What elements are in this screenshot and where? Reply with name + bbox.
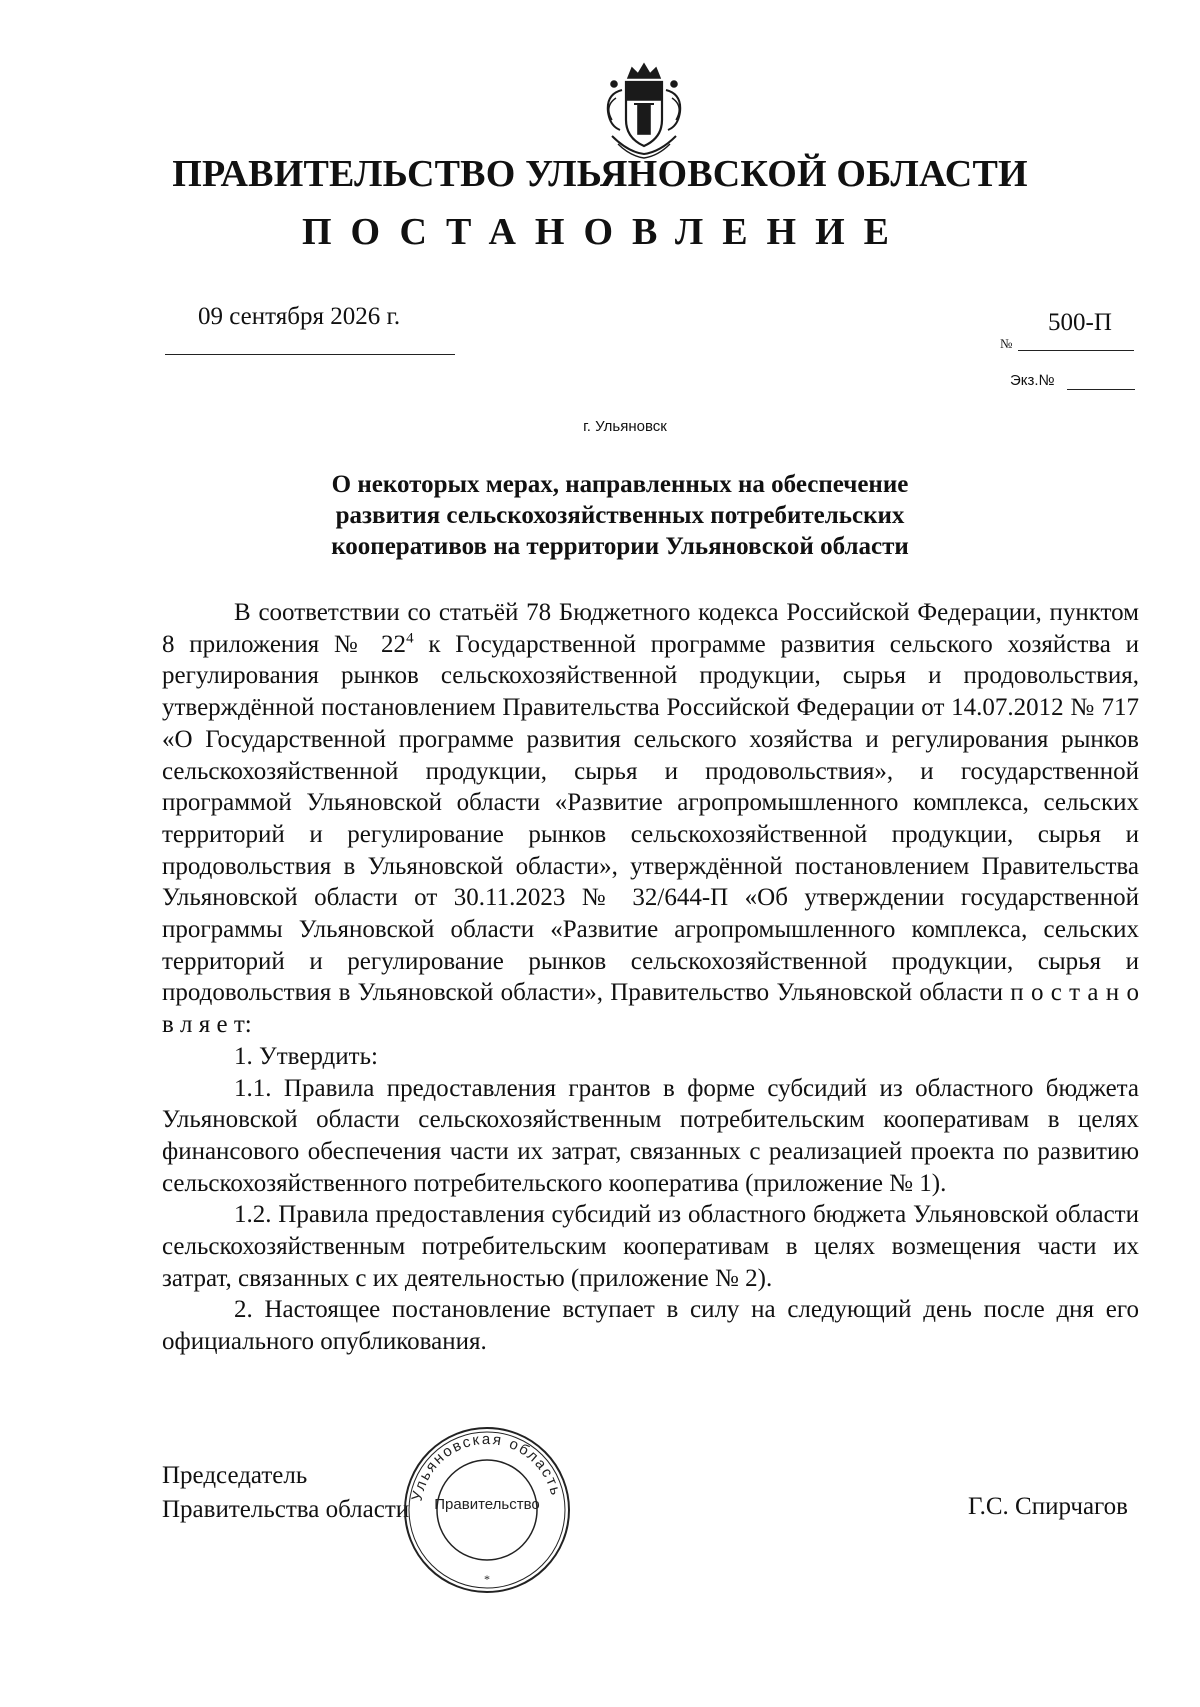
coat-of-arms-icon <box>598 60 690 162</box>
signatory-name: Г.С. Спирчагов <box>968 1493 1128 1520</box>
government-name: ПРАВИТЕЛЬСТВО УЛЬЯНОВСКОЙ ОБЛАСТИ <box>172 153 1028 195</box>
preamble-paragraph <box>162 597 1139 1041</box>
seal-ring-text: Ульяновская область <box>408 1430 565 1503</box>
item-1-2: 1.2. Правила предоставления субсидий из областного бюджета Ульяновской области сельскохозяйственным потребительским кооперативам в целях возмещения части их затрат, связанных с их деятельностью (приложение № 2). <box>162 1201 1139 1292</box>
heading-line: развития сельскохозяйственных потребительских <box>335 502 905 529</box>
svg-text:*: * <box>484 1572 490 1586</box>
signatory-position <box>162 1459 409 1527</box>
number-label: № <box>1000 336 1013 351</box>
heading-line: кооперативов на территории Ульяновской области <box>331 533 909 560</box>
copy-number-underline <box>1067 389 1135 390</box>
preamble-end: к Государственной программе развития сельского хозяйства и регулирования рынков сельскохозяйственной продукции, сырья и продовольствия, утверждённой постановлением Правительства Российской Федерации от 14.07.2012 № 717 «О Государственной программе развития сельского хозяйства и регулирования рынков сельскохозяйственной продукции, сырья и продовольствия», и государственной программой Ульяновской области «Развитие агропромышленного комплекса, сельских территорий и регулирование рынков сельскохозяйственной продукции, сырья и продовольствия в Ульяновской области», утверждённой постановлением Правительства Ульяновской области от 30.11.2023 № 32/644-П «Об утверждении государственной программы Ульяновской области «Развитие агропромышленного комплекса, сельских территорий и регулирование рынков сельскохозяйственной продукции, сырья и продовольствия в Ульяновской области», Правительство Ульяновской области <box>162 630 1140 1007</box>
document-body <box>162 597 1139 1358</box>
document-date: 09 сентября 2026 г. <box>198 303 401 330</box>
seal-center-text: Правительство <box>434 1496 540 1513</box>
document-heading <box>260 469 980 562</box>
signatory-position-line: Председатель <box>162 1462 308 1489</box>
document-number: 500-П <box>1048 309 1112 336</box>
heading-line: О некоторых мерах, направленных на обеспечение <box>331 471 909 498</box>
date-underline <box>165 354 455 355</box>
signatory-position-line: Правительства области <box>162 1496 410 1523</box>
item-1-1: 1.1. Правила предоставления грантов в форме субсидий из областного бюджета Ульяновской области сельскохозяйственным потребительским кооперативам в целях финансового обеспечения части их затрат, связанных с реализацией проекта по развитию сельскохозяйственного потребительского кооператива (приложение № 1). <box>162 1074 1139 1197</box>
preamble-superscript: 4 <box>406 630 414 647</box>
document-type: ПОСТАНОВЛЕНИЕ <box>301 211 909 253</box>
item-1: 1. Утвердить: <box>234 1042 378 1070</box>
preamble-start: В соответствии со статьёй 78 Бюджетного кодекса Российской Федерации, пунктом 8 приложения № 22 <box>162 599 1139 658</box>
number-underline <box>1018 350 1134 351</box>
resolves-word: п о с т а н о в л я е т: <box>162 979 1139 1039</box>
city: г. Ульяновск <box>583 418 667 435</box>
item-2: 2. Настоящее постановление вступает в силу на следующий день после дня его официального опубликования. <box>162 1296 1139 1356</box>
copy-number-label: Экз.№ <box>1010 372 1055 389</box>
